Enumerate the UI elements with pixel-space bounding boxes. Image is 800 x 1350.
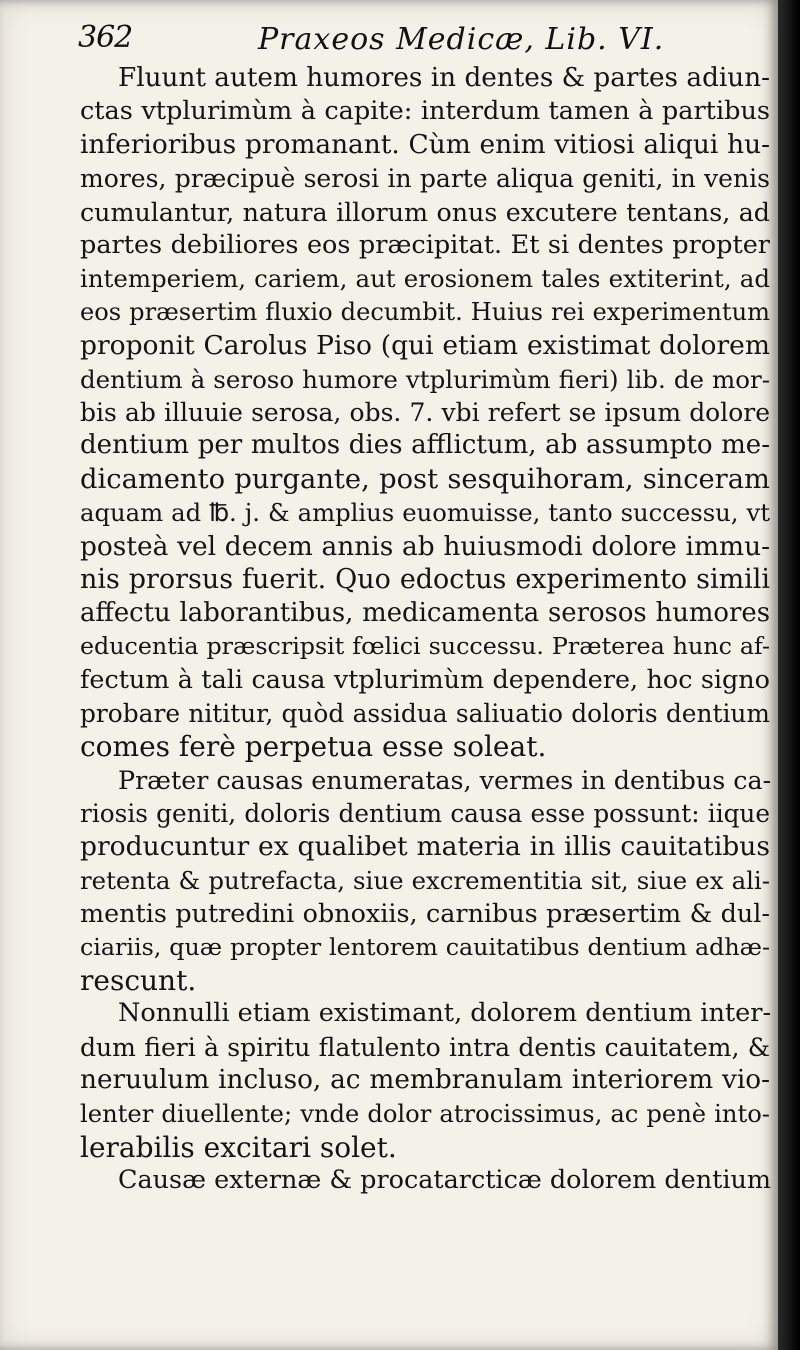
running-title: Praxeos Medicæ, Lib. VI. [258,22,665,57]
page-number: 362 [78,20,133,55]
text-line: posteà vel decem annis ab huiusmodi dolore immu- [80,530,770,562]
text-line: inferioribus promanant. Cùm enim vitiosi aliqui hu- [80,129,770,160]
text-line: dum fieri à spiritu flatulento intra dentis cauitatem, & [80,1032,770,1062]
text-line: eos præsertim fluxio decumbit. Huius rei experimentum [80,297,770,326]
text-line: nis prorsus fuerit. Quo edoctus experimento simili [80,564,770,596]
text-line: fectum à tali causa vtplurimùm dependere, hoc signo [80,664,770,695]
text-line: ctas vtplurimùm à capite: interdum tamen à partibus [80,96,770,127]
text-line: comes ferè perpetua esse soleat. [80,730,547,764]
text-line: aquam ad ℔. j. & amplius euomuisse, tanto successu, vt [80,498,770,528]
scan-edge [778,0,800,1350]
text-line: dentium per multos dies afflictum, ab assumpto me- [80,430,770,461]
text-line: dicamento purgante, post sesquihoram, sinceram [80,463,770,495]
text-line: Nonnulli etiam existimant, dolorem dentium inter- [118,998,772,1029]
text-line: producuntur ex qualibet materia in illis cauitatibus [80,831,770,863]
text-line: retenta & putrefacta, siue excrementitia sit, siue ex ali- [80,865,770,895]
paragraph-4 [80,1164,770,1197]
text-line: Causæ externæ & procatarcticæ dolorem dentium [118,1165,772,1196]
text-line: cumulantur, natura illorum onus excutere tentans, ad [80,196,770,227]
text-line: Fluunt autem humores in dentes & partes adiun- [118,63,770,93]
text-line: partes debiliores eos præcipitat. Et si dentes propter [80,230,770,261]
text-line: mores, præcipuè serosi in parte aliqua geniti, in venis [80,164,770,194]
text-line: mentis putredini obnoxiis, carnibus præsertim & dul- [80,898,770,929]
text-line: lenter diuellente; vnde dolor atrocissimus, ac penè into- [80,1099,770,1128]
text-line: educentia præscripsit fœlici successu. Præterea hunc af- [80,631,770,660]
paragraph-1 [80,62,770,764]
text-line: riosis geniti, doloris dentium causa esse possunt: iique [80,798,770,828]
paragraph-3 [80,997,770,1164]
page-header [78,14,768,64]
text-line: lerabilis excitari solet. [80,1131,397,1164]
text-line: Præter causas enumeratas, vermes in dentibus ca- [118,764,772,795]
body-text [80,62,770,1198]
text-line: ciariis, quæ propter lentorem cauitatibus dentium adhæ- [80,932,770,961]
text-line: probare nititur, quòd assidua saliuatio doloris dentium [80,698,770,728]
paragraph-2 [80,764,770,998]
text-line: neruulum incluso, ac membranulam interiorem vio- [80,1065,770,1096]
text-line: intemperiem, cariem, aut erosionem tales extiterint, ad [80,264,770,294]
text-line: proponit Carolus Piso (qui etiam existimat dolorem [80,330,770,362]
text-line: dentium à seroso humore vtplurimùm fieri) lib. de mor- [80,364,770,394]
text-line: rescunt. [80,963,197,997]
text-line: bis ab illuuie serosa, obs. 7. vbi refert se ipsum dolore [80,398,770,428]
text-line: affectu laborantibus, medicamenta serosos humores [80,597,770,628]
